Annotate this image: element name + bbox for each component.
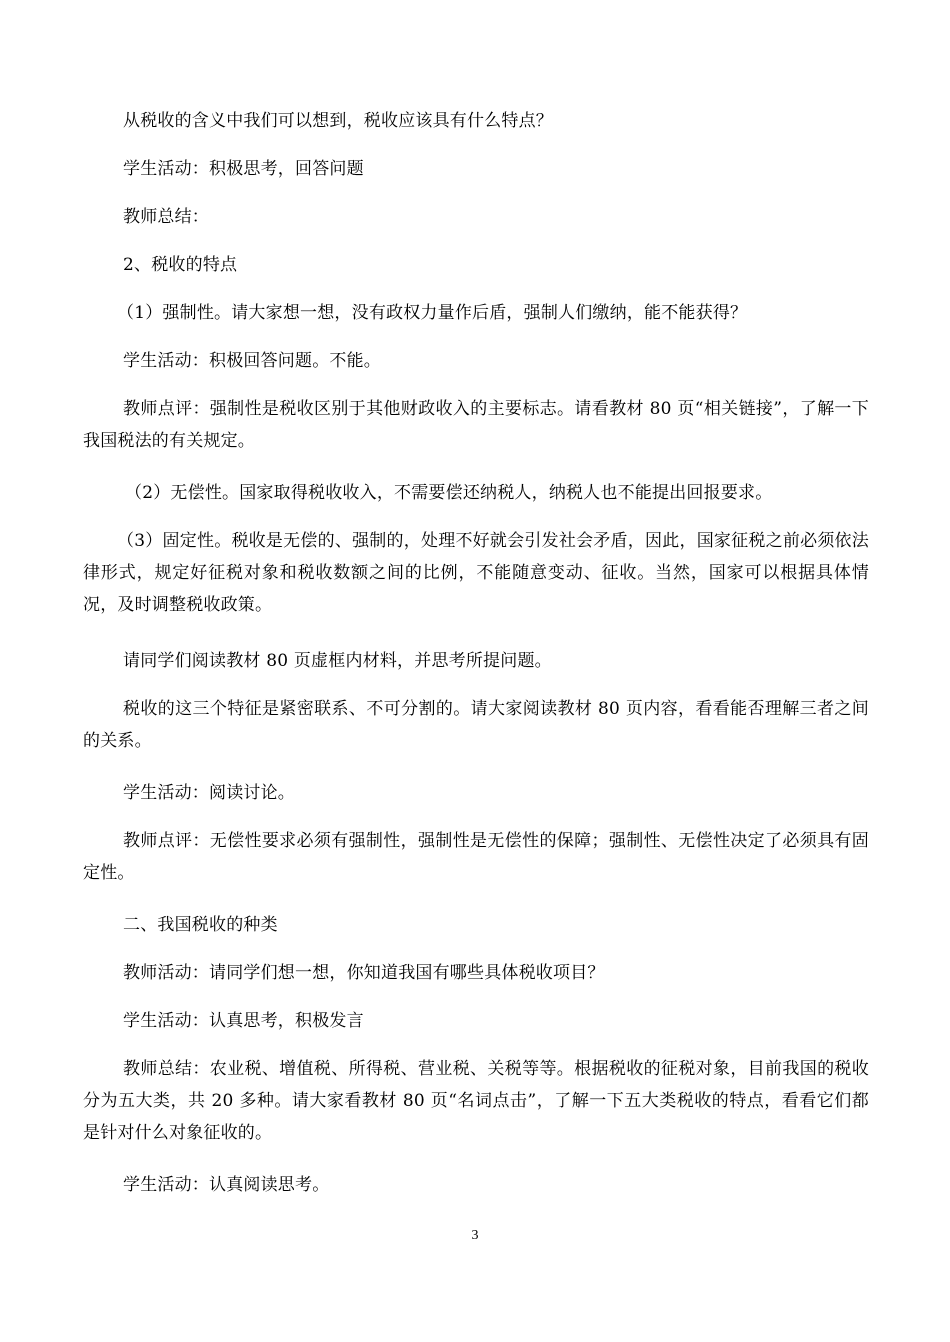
paragraph-teacher-comment-relations: 教师点评：无偿性要求必须有强制性，强制性是无偿性的保障；强制性、无偿性决定了必须具有固定性。 — [83, 831, 869, 883]
paragraph-student-activity-read: 学生活动：认真阅读思考。 — [123, 1175, 330, 1195]
paragraph-fixed: （3）固定性。税收是无偿的、强制的，处理不好就会引发社会矛盾，因此，国家征税之前必须依法律形式，规定好征税对象和税收数额之间的比例，不能随意变动、征收。当然，国家可以根据具体情况，及时调整税收政策。 — [83, 531, 869, 615]
paragraph-gratuitous: （2）无偿性。国家取得税收收入，不需要偿还纳税人，纳税人也不能提出回报要求。 — [125, 483, 773, 503]
paragraph-teacher-summary-label: 教师总结： — [123, 207, 209, 227]
paragraph-student-activity-discuss: 学生活动：阅读讨论。 — [123, 783, 295, 803]
paragraph-student-activity-answer: 学生活动：积极回答问题。不能。 — [123, 351, 381, 371]
section-heading-tax-types: 二、我国税收的种类 — [123, 915, 278, 935]
paragraph-student-activity-speak: 学生活动：认真思考，积极发言 — [123, 1011, 364, 1031]
paragraph-teacher-comment-compulsory: 教师点评：强制性是税收区别于其他财政收入的主要标志。请看教材 80 页“相关链接”，了解一下我国税法的有关规定。 — [83, 399, 869, 451]
paragraph-question-features: 从税收的含义中我们可以想到，税收应该具有什么特点？ — [123, 111, 553, 131]
paragraph-teacher-summary-types: 教师总结：农业税、增值税、所得税、营业税、关税等等。根据税收的征税对象，目前我国的税收分为五大类，共 20 多种。请大家看教材 80 页“名词点击”，了解一下五大类税收的特点，看看它们都是针对什么对象征收的。 — [83, 1059, 869, 1143]
page-number: 3 — [471, 1228, 479, 1243]
paragraph-three-features: 税收的这三个特征是紧密联系、不可分割的。请大家阅读教材 80 页内容，看看能否理解三者之间的关系。 — [83, 699, 869, 751]
paragraph-teacher-activity-question: 教师活动：请同学们想一想，你知道我国有哪些具体税收项目？ — [123, 963, 605, 983]
paragraph-student-activity-think: 学生活动：积极思考，回答问题 — [123, 159, 364, 179]
paragraph-read-material: 请同学们阅读教材 80 页虚框内材料，并思考所提问题。 — [123, 651, 552, 671]
section-heading-tax-features: 2、税收的特点 — [123, 255, 238, 275]
paragraph-compulsory: （1）强制性。请大家想一想，没有政权力量作后盾，强制人们缴纳，能不能获得？ — [117, 303, 748, 323]
